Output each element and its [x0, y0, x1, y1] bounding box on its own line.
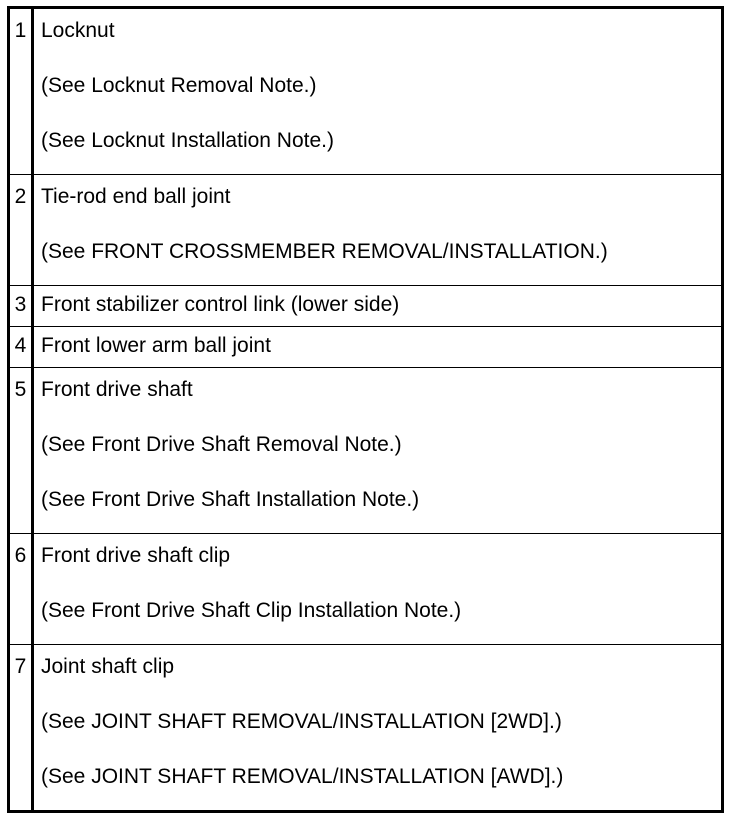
item-reference-note: (See Locknut Removal Note.): [41, 74, 317, 97]
item-reference-note: (See JOINT SHAFT REMOVAL/INSTALLATION [AWD].): [41, 765, 564, 788]
item-description-cell: [33, 175, 723, 286]
table-row: [9, 534, 723, 645]
table-row: [9, 175, 723, 286]
item-number: 6: [14, 544, 27, 567]
procedure-table-body: [9, 8, 723, 812]
item-reference-note: (See JOINT SHAFT REMOVAL/INSTALLATION [2WD].): [41, 710, 562, 733]
item-reference-note: (See Front Drive Shaft Clip Installation Note.): [41, 599, 462, 622]
item-number-cell: [9, 175, 33, 286]
item-description-cell: [33, 645, 723, 812]
item-name: Front drive shaft: [41, 378, 193, 401]
item-name: Locknut: [41, 19, 115, 42]
item-number-cell: [9, 368, 33, 534]
table-row: [9, 286, 723, 327]
item-number: 5: [14, 378, 27, 401]
item-name: Front lower arm ball joint: [41, 334, 271, 357]
item-number: 4: [14, 334, 27, 357]
procedure-table: [7, 6, 724, 813]
item-description-cell: [33, 8, 723, 175]
table-row: [9, 368, 723, 534]
item-name: Tie-rod end ball joint: [41, 185, 231, 208]
item-name: Front stabilizer control link (lower side): [41, 293, 400, 316]
item-name: Joint shaft clip: [41, 655, 175, 678]
item-number: 7: [14, 655, 27, 678]
table-row: [9, 8, 723, 175]
item-name: Front drive shaft clip: [41, 544, 231, 567]
item-reference-note: (See Front Drive Shaft Removal Note.): [41, 433, 402, 456]
item-description-cell: [33, 286, 723, 327]
item-number-cell: [9, 8, 33, 175]
item-number-cell: [9, 286, 33, 327]
item-reference-note: (See FRONT CROSSMEMBER REMOVAL/INSTALLATION.): [41, 240, 608, 263]
item-number: 3: [14, 293, 27, 316]
item-description-cell: [33, 368, 723, 534]
item-number-cell: [9, 327, 33, 368]
item-reference-note: (See Front Drive Shaft Installation Note.): [41, 488, 420, 511]
item-number: 2: [14, 185, 27, 208]
item-number: 1: [14, 19, 27, 42]
item-description-cell: [33, 327, 723, 368]
item-description-cell: [33, 534, 723, 645]
item-number-cell: [9, 534, 33, 645]
table-row: [9, 645, 723, 812]
item-reference-note: (See Locknut Installation Note.): [41, 129, 334, 152]
item-number-cell: [9, 645, 33, 812]
table-row: [9, 327, 723, 368]
